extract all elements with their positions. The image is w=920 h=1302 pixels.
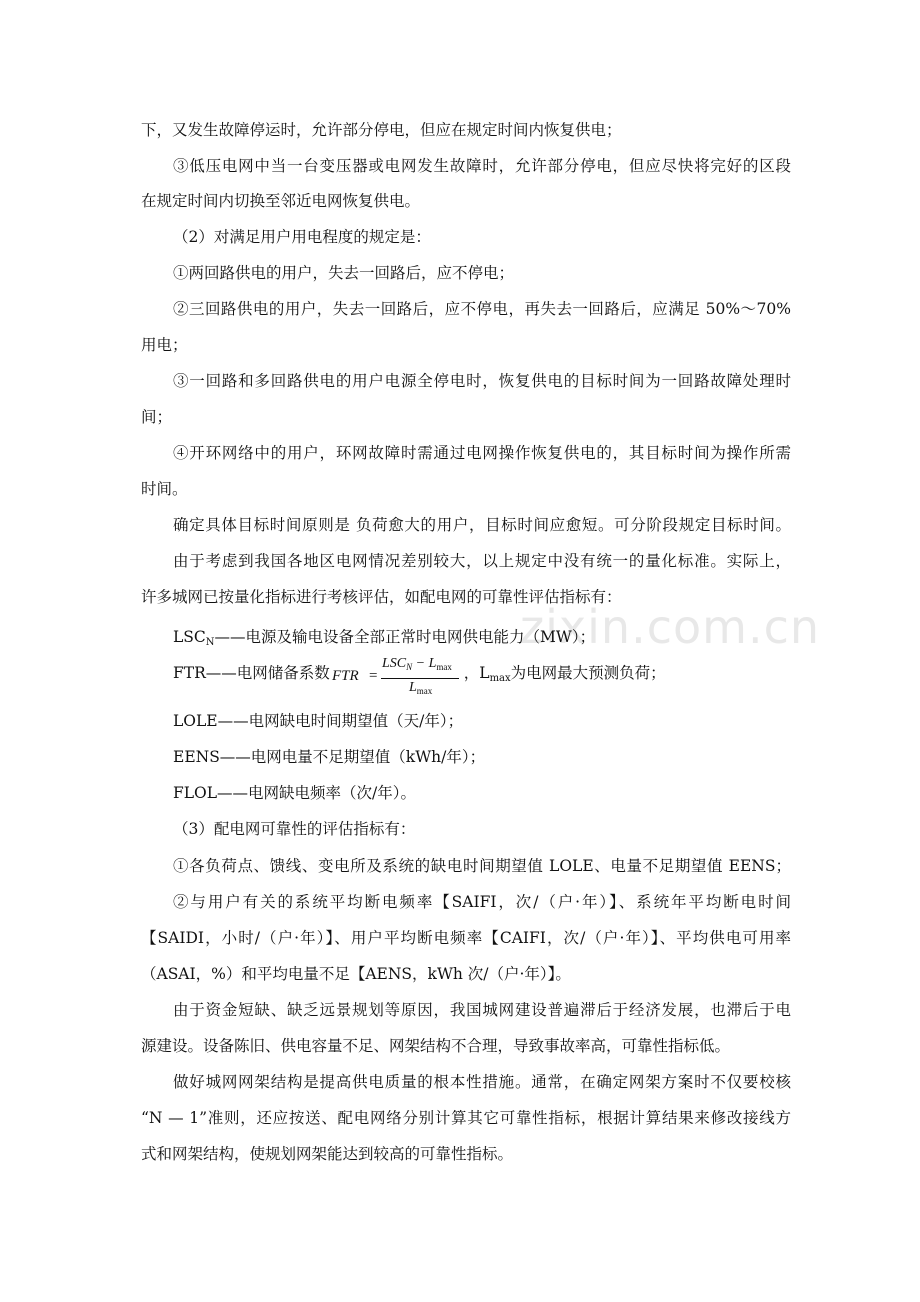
text-line: 由于考虑到我国各地区电网情况差别较大，以上规定中没有统一的量化标准。实际上， [173,552,791,570]
text-line: 下，又发生故障停运时，允许部分停电，但应在规定时间内恢复供电； [141,121,622,139]
subscript-n: N [205,637,215,648]
watermark: zixin.com.cn [520,600,821,654]
definition-lscn [173,626,791,654]
formula-lhs: FTR [332,668,359,684]
text-line: ③一回路和多回路供电的用户电源全停电时，恢复供电的目标时间为一回路故障处理时 [173,372,791,390]
text-line: ①各负荷点、馈线、变电所及系统的缺电时间期望值 LOLE、电量不足期望值 EENS； [173,857,791,875]
section-heading: （2）对满足用户用电程度的规定是： [173,228,431,246]
text-line: ④开环网络中的用户，环网故障时需通过电网操作恢复供电的，其目标时间为操作所需 [173,444,791,462]
section-heading: （3）配电网可靠性的评估指标有： [173,820,416,838]
definition-text: ——电源及输电设备全部正常时电网供电能力（MW）； [214,628,596,646]
text-line: 时间。 [141,480,188,498]
term-lsc: LSC [173,628,206,646]
definition-text: 为电网最大预测负荷； [510,664,666,682]
formula-denominator: $L_{max}$ [409,680,433,696]
text-line: ②与用户有关的系统平均断电频率【SAIFI，次/（户·年）】、系统年平均断电时间 [173,893,791,911]
text-line: 源建设。设备陈旧、供电容量不足、网架结构不合理，导致事故率高，可靠性指标低。 [141,1037,731,1055]
text-line: 许多城网已按量化指标进行考核评估，如配电网的可靠性评估指标有： [141,588,622,606]
text-line: ②三回路供电的用户，失去一回路后，应不停电，再失去一回路后，应满足 50%～70% [173,300,791,318]
text-line: （ASAI，%）和平均电量不足【AENS，kWh 次/（户·年）】。 [141,965,571,983]
subscript-max: max [489,673,511,684]
definition-lole: LOLE——电网缺电时间期望值（天/年）； [173,712,464,730]
text-line: “N — 1”准则，还应按送、配电网络分别计算其它可靠性指标，根据计算结果来修改接线方 [141,1109,791,1127]
text-line: 在规定时间内切换至邻近电网恢复供电。 [141,192,421,210]
text-line: 式和网架结构，使规划网架能达到较高的可靠性指标。 [141,1145,514,1163]
text-line: 做好城网网架结构是提高供电质量的根本性措施。通常，在确定网架方案时不仅要校核 [173,1073,791,1091]
term-lmax: ，L [463,664,490,682]
text-line: ③低压电网中当一台变压器或电网发生故障时，允许部分停电，但应尽快将完好的区段 [173,157,791,175]
definition-eens: EENS——电网电量不足期望值（kWh/年）； [173,748,486,766]
definition-flol: FLOL——电网缺电频率（次/年）。 [173,784,417,802]
formula-numerator: $LSC_N - L_{max}$ [382,656,452,672]
text-line: 确定具体目标时间原则是 负荷愈大的用户，目标时间应愈短。可分阶段规定目标时间。 [173,516,791,534]
ftr-formula [332,656,462,704]
term-ftr: FTR——电网储备系数 [173,664,330,682]
text-line: ①两回路供电的用户，失去一回路后，应不停电； [173,264,515,282]
text-line: 间； [141,408,173,426]
text-line: 用电； [141,336,188,354]
formula-equals: = [369,668,378,684]
text-line: 【SAIDI，小时/（户·年）】、用户平均断电频率【CAIFI，次/（户·年）】、平均供电可用率 [141,929,791,947]
definition-ftr [173,662,791,690]
fraction-bar [381,678,459,679]
text-line: 由于资金短缺、缺乏远景规划等原因，我国城网建设普遍滞后于经济发展，也滞后于电 [173,1001,791,1019]
